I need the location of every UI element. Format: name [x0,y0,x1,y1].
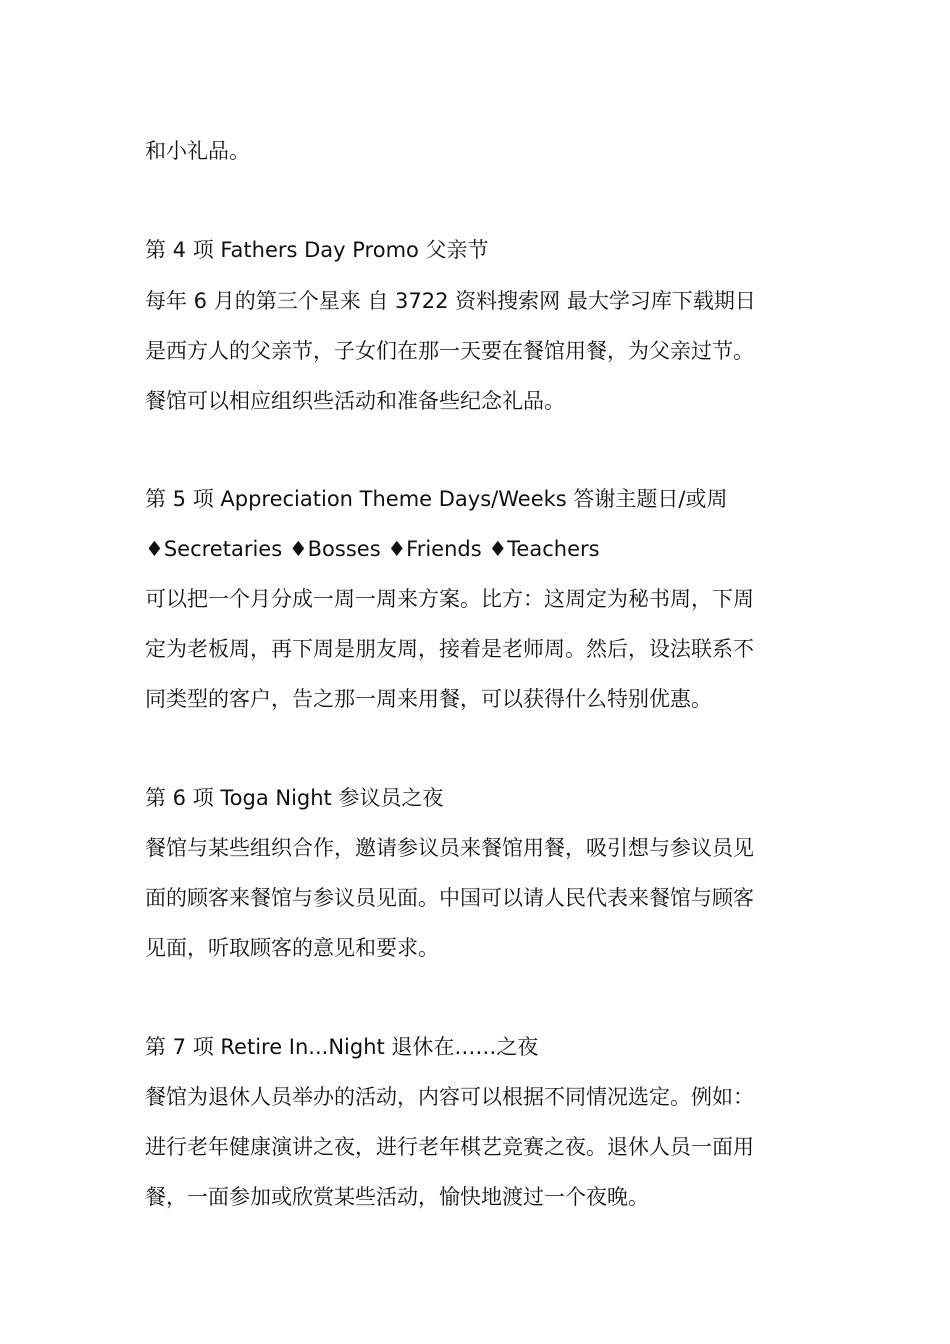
paragraph-line: 餐馆可以相应组织些活动和准备些纪念礼品。 [145,389,565,413]
bullet-list-line: ♦Secretaries ♦Bosses ♦Friends ♦Teachers [145,537,600,561]
paragraph-line: 见面，听取顾客的意见和要求。 [145,936,439,960]
paragraph-line: 同类型的客户，告之那一周来用餐，可以获得什么特别优惠。 [145,687,712,711]
paragraph-line: 可以把一个月分成一周一周来方案。比方：这周定为秘书周，下周 [145,587,754,611]
paragraph-line: 定为老板周，再下周是朋友周，接着是老师周。然后，设法联系不 [145,637,754,661]
section-heading-4: 第 4 项 Fathers Day Promo 父亲节 [145,238,489,262]
paragraph-line: 是西方人的父亲节，子女们在那一天要在餐馆用餐，为父亲过节。 [145,339,754,363]
section-heading-6: 第 6 项 Toga Night 参议员之夜 [145,786,444,810]
paragraph-line: 餐，一面参加或欣赏某些活动，愉快地渡过一个夜晚。 [145,1185,649,1209]
section-heading-5: 第 5 项 Appreciation Theme Days/Weeks 答谢主题日/或周 [145,487,728,511]
paragraph-line: 和小礼品。 [145,139,250,163]
section-heading-7: 第 7 项 Retire In...Night 退休在……之夜 [145,1035,539,1059]
paragraph-line: 餐馆与某些组织合作，邀请参议员来餐馆用餐，吸引想与参议员见 [145,836,754,860]
paragraph-line: 进行老年健康演讲之夜，进行老年棋艺竞赛之夜。退休人员一面用 [145,1135,754,1159]
paragraph-line: 每年 6 月的第三个星来 自 3722 资料搜索网 最大学习库下载期日 [145,289,756,313]
paragraph-line: 面的顾客来餐馆与参议员见面。中国可以请人民代表来餐馆与顾客 [145,886,754,910]
paragraph-line: 餐馆为退休人员举办的活动，内容可以根据不同情况选定。例如： [145,1085,754,1109]
